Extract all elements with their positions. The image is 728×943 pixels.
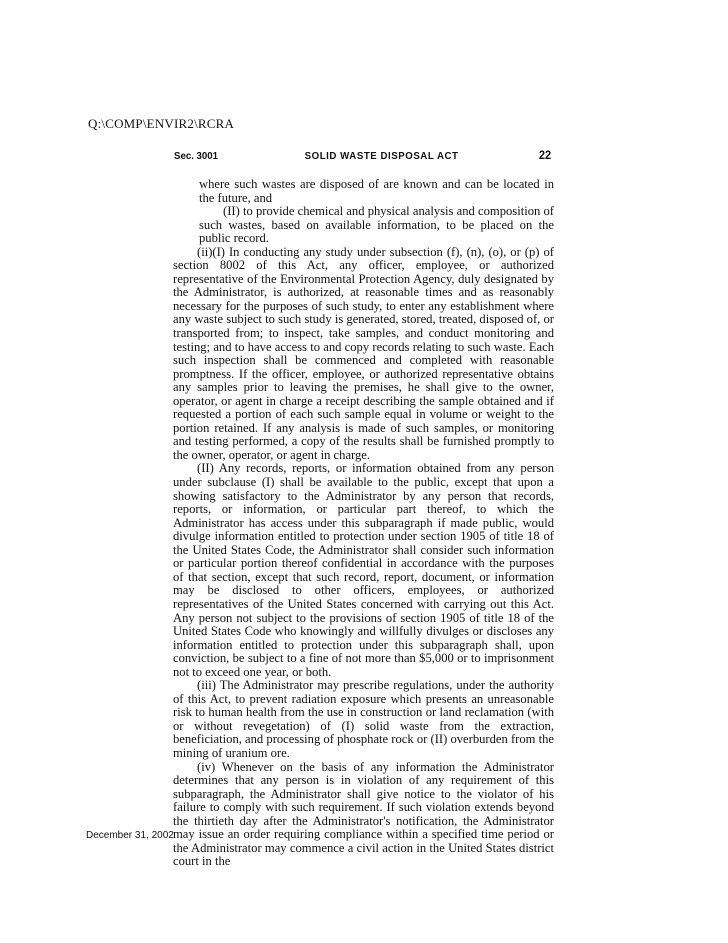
footer-date: December 31, 2002 — [86, 830, 174, 841]
paragraph-clause-ii-ii: (II) Any records, reports, or information obtained from any person under subclause (I) shall be available to the public, except that upon a showing satisfactory to the Administrator by any person that records, reports, or information, or particular part thereof, to which the Administrator has access under this subparagraph if made public, would divulge information entitled to protection under section 1905 of title 18 of the United States Code, the Administrator shall consider such information or particular portion thereof confidential in accordance with the purposes of that section, except that such record, report, document, or information may be disclosed to other officers, employees, or authorized representatives of the United States concerned with carrying out this Act. Any person not subject to the provisions of section 1905 of title 18 of the United States Code who knowingly and willfully divulges or discloses any information entitled to protection under this subparagraph shall, upon conviction, be subject to a fine of not more than $5,000 or to imprisonment not to exceed one year, or both. — [173, 461, 554, 679]
paragraph-subclause-ii: (II) to provide chemical and physical analysis and composition of such wastes, based on available information, to be placed on the public record. — [199, 204, 554, 246]
section-number: Sec. 3001 — [174, 150, 219, 162]
file-path: Q:\COMP\ENVIR2\RCRA — [88, 116, 235, 131]
paragraph-continuation: where such wastes are disposed of are known and can be located in the future, and — [199, 177, 554, 205]
paragraph-clause-iii: (iii) The Administrator may prescribe regulations, under the authority of this Act, to prevent radiation exposure which presents an unreasonable risk to human health from the use in construction or land reclamation (with or without revegetation) of (I) solid waste from the extraction, beneficiation, and processing of phosphate rock or (II) overburden from the mining of uranium ore. — [173, 678, 554, 760]
paragraph-clause-ii-i: (ii)(I) In conducting any study under subsection (f), (n), (o), or (p) of section 8002 of this Act, any officer, employee, or authorized representative of the Environmental Protection Agency, duly designated by the Administrator, is authorized, at reasonable times and as reasonably necessary for the purposes of such study, to enter any establishment where any waste subject to such study is generated, stored, treated, disposed of, or transported from; to inspect, take samples, and conduct monitoring and testing; and to have access to and copy records relating to such waste. Each such inspection shall be commenced and completed with reasonable promptness. If the officer, employee, or authorized representative obtains any samples prior to leaving the premises, he shall give to the owner, operator, or agent in charge a receipt describing the sample obtained and if requested a portion of each such sample equal in volume or weight to the portion retained. If any analysis is made of such samples, or monitoring and testing performed, a copy of the results shall be furnished promptly to the owner, operator, or agent in charge. — [173, 244, 554, 462]
paragraph-clause-iv: (iv) Whenever on the basis of any information the Administrator determines that any person is in violation of any requirement of this subparagraph, the Administrator shall give notice to the violator of his failure to comply with such requirement. If such violation extends beyond the thirtieth day after the Administrator's notification, the Administrator may issue an order requiring compliance within a specified time period or the Administrator may commence a civil action in the United States district court in the — [173, 759, 554, 869]
act-title: SOLID WASTE DISPOSAL ACT — [304, 150, 459, 162]
body-text — [173, 178, 554, 869]
page-number: 22 — [538, 148, 552, 162]
running-head — [174, 148, 552, 166]
